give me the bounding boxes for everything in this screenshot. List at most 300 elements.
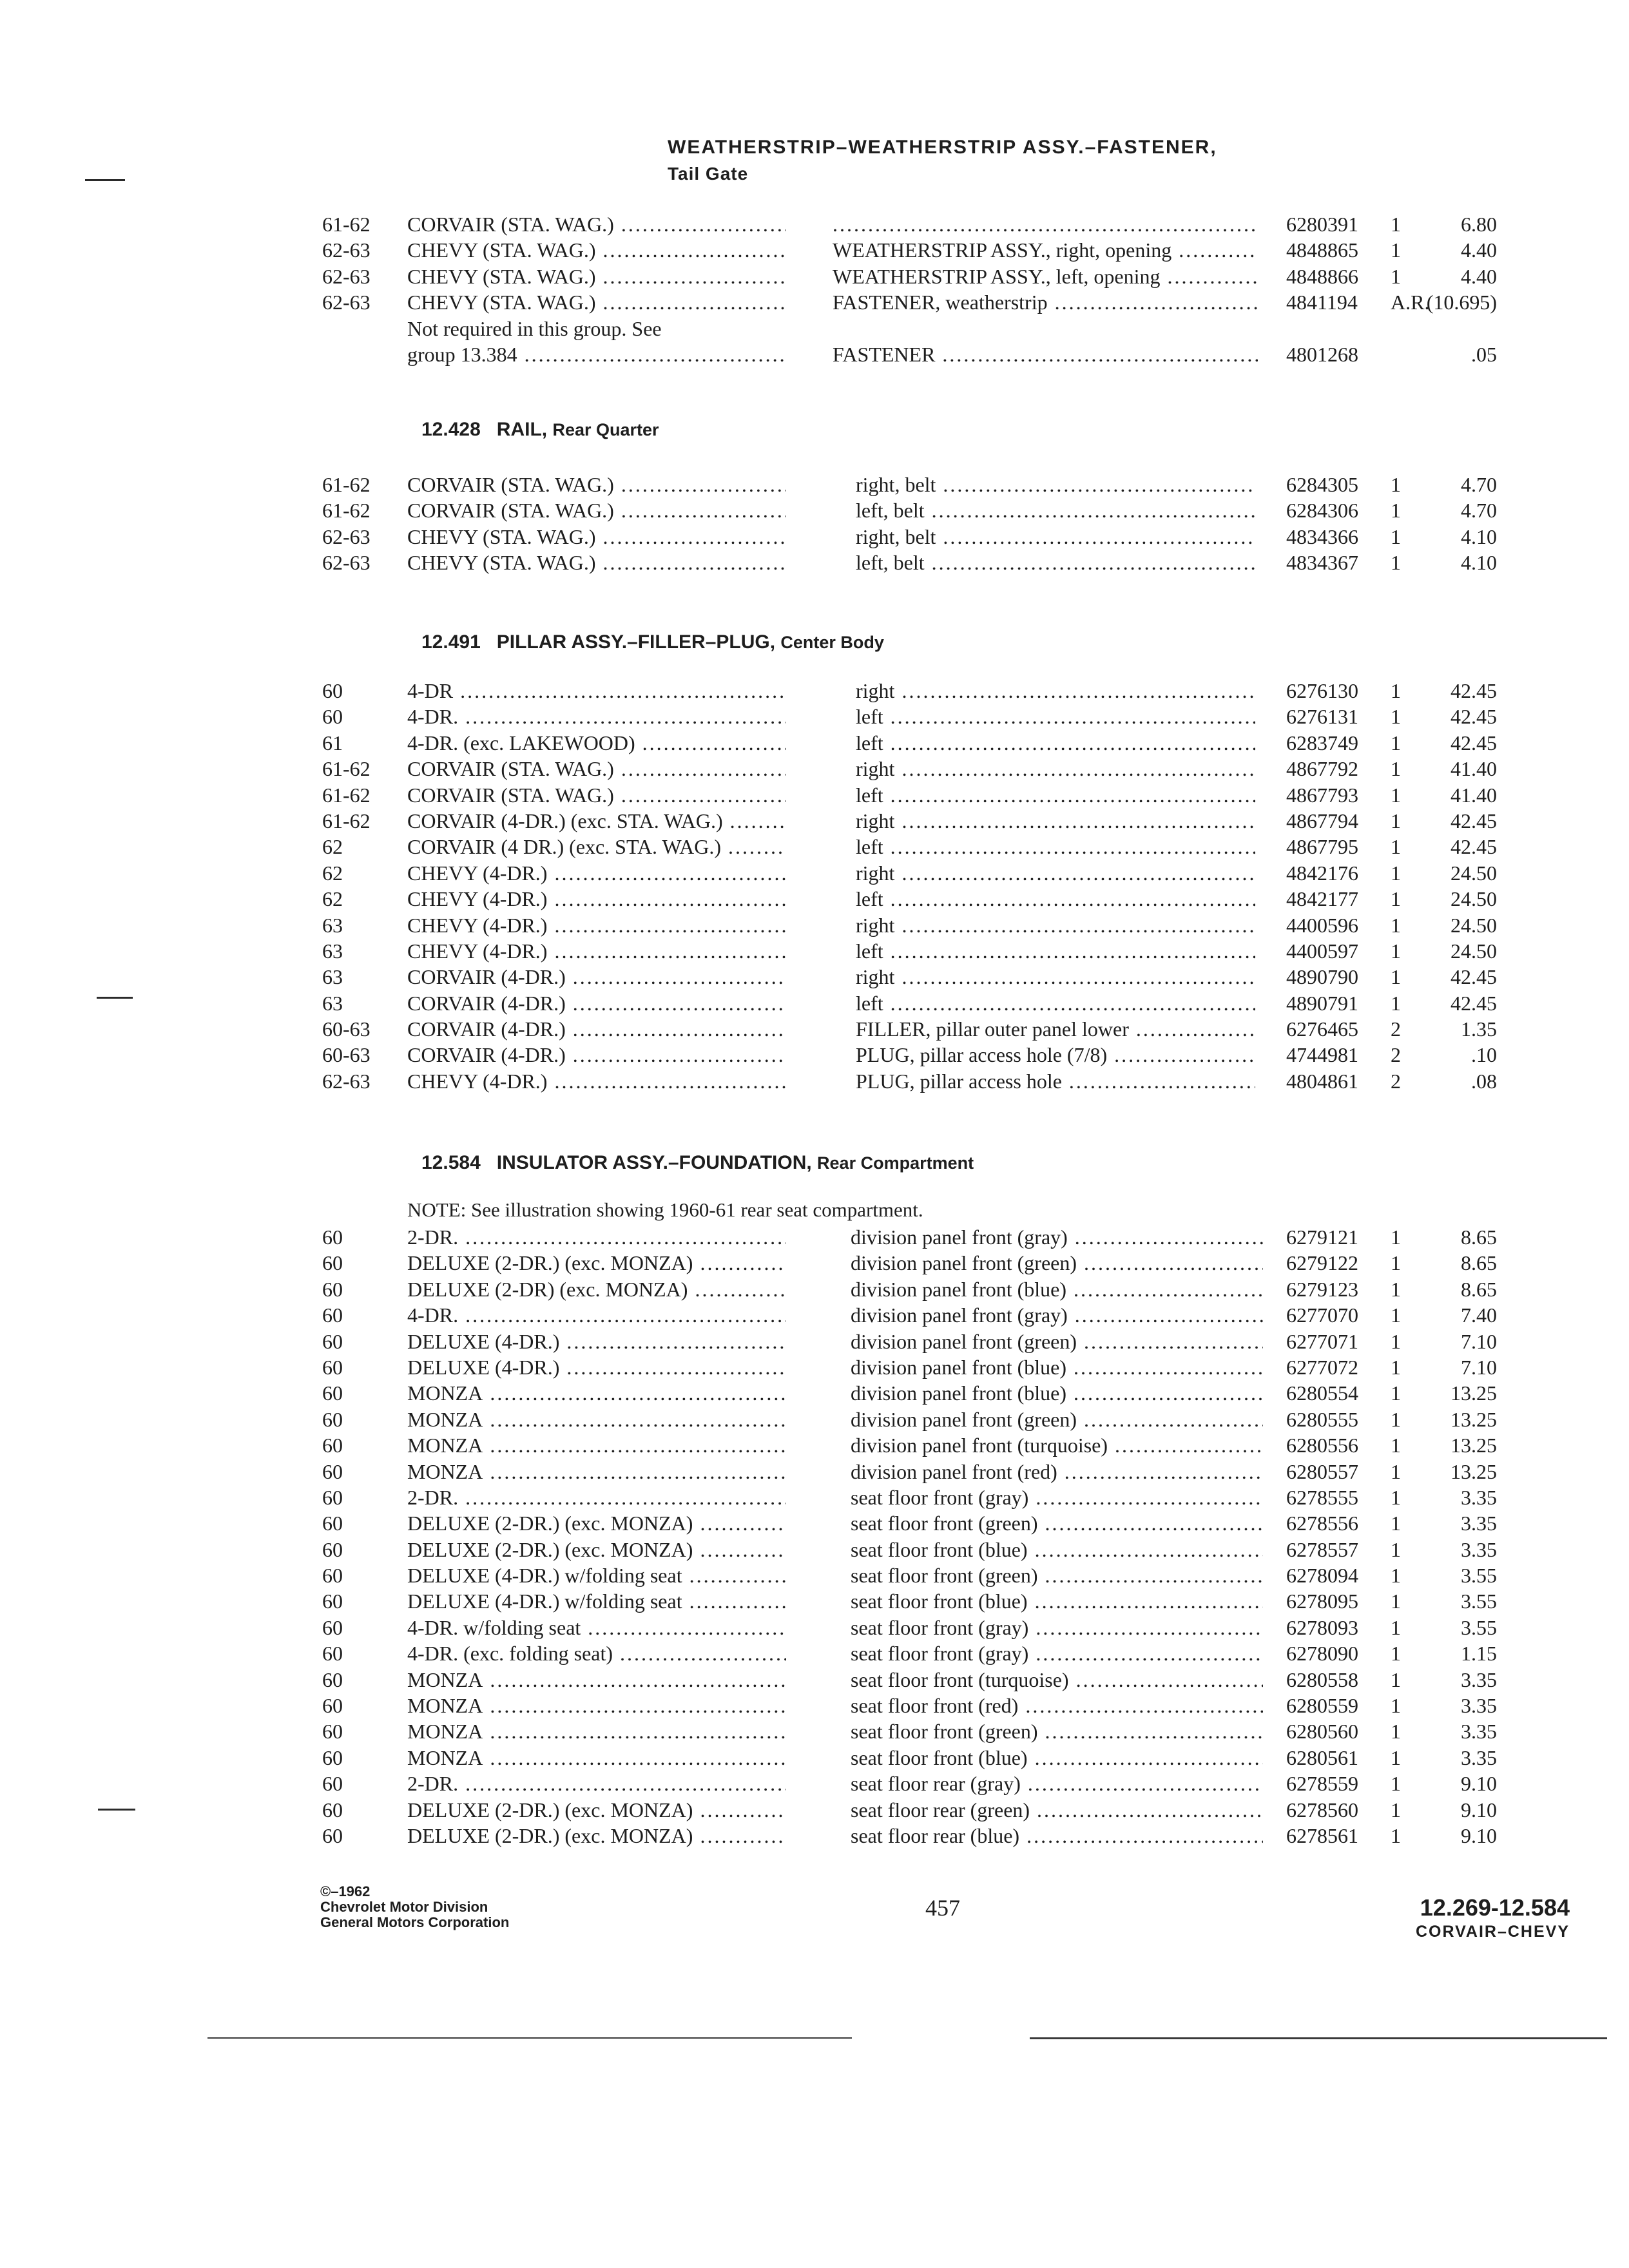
table-row xyxy=(0,1432,1629,1458)
part-number-cell: 6278557 xyxy=(1286,1537,1358,1561)
year-cell: 60 xyxy=(322,1512,343,1535)
quantity-cell: 2 xyxy=(1391,1017,1401,1041)
description-cell: left ..... xyxy=(856,782,1255,808)
model-cell: CHEVY (4-DR.) ..... xyxy=(407,1068,786,1094)
year-cell: 61-62 xyxy=(322,809,371,832)
year-cell: 60 xyxy=(322,1485,343,1509)
description-cell: left ..... xyxy=(856,704,1255,729)
table-row xyxy=(0,1250,1629,1276)
quantity-cell: 1 xyxy=(1391,1720,1401,1744)
quantity-cell: 1 xyxy=(1391,705,1401,729)
quantity-cell: 1 xyxy=(1391,887,1401,911)
quantity-cell: 1 xyxy=(1391,835,1401,859)
quantity-cell: 1 xyxy=(1391,1251,1401,1275)
model-cell: CHEVY (4-DR.) ..... xyxy=(407,860,786,886)
model-cell: DELUXE (2-DR.) (exc. MONZA) ..... xyxy=(407,1537,786,1562)
quantity-cell: 1 xyxy=(1391,238,1401,262)
price-cell: 42.45 xyxy=(1451,705,1497,729)
part-number-cell: 4834367 xyxy=(1286,551,1358,575)
quantity-cell: 1 xyxy=(1391,1615,1401,1639)
footer-publisher xyxy=(320,1884,509,1930)
year-cell: 60 xyxy=(322,1564,343,1588)
year-cell: 62-63 xyxy=(322,524,371,548)
price-cell: 42.45 xyxy=(1451,679,1497,702)
description-cell: FASTENER ..... xyxy=(833,341,1258,367)
description-cell: right ..... xyxy=(856,678,1255,704)
description-cell: division panel front (green) ..... xyxy=(851,1250,1263,1276)
table-row xyxy=(0,1510,1629,1536)
year-cell: 60 xyxy=(322,1667,343,1691)
description-cell: left ..... xyxy=(856,990,1255,1016)
price-cell: 4.40 xyxy=(1461,238,1497,262)
quantity-cell: 1 xyxy=(1391,1590,1401,1613)
table-row xyxy=(0,1797,1629,1823)
description-cell: division panel front (blue) ..... xyxy=(851,1354,1263,1380)
part-number-cell: 6276131 xyxy=(1286,705,1358,729)
price-cell: 3.35 xyxy=(1461,1745,1497,1769)
part-number-cell: 4400597 xyxy=(1286,939,1358,963)
description-cell: seat floor front (blue) ..... xyxy=(851,1537,1263,1562)
model-cell: CORVAIR (4-DR.) ..... xyxy=(407,1042,786,1068)
price-cell: 1.35 xyxy=(1461,1017,1497,1041)
description-cell: PLUG, pillar access hole (7/8) ..... xyxy=(856,1042,1255,1068)
year-cell: 60 xyxy=(322,705,343,729)
year-cell: 60 xyxy=(322,1798,343,1821)
model-cell: CORVAIR (4-DR.) ..... xyxy=(407,990,786,1016)
price-cell: 3.55 xyxy=(1461,1590,1497,1613)
quantity-cell: 1 xyxy=(1391,1772,1401,1796)
price-cell: 13.25 xyxy=(1451,1434,1497,1457)
price-cell: .08 xyxy=(1471,1069,1497,1093)
year-cell: 60 xyxy=(322,1277,343,1301)
quantity-cell: 1 xyxy=(1391,1225,1401,1249)
table-row xyxy=(0,834,1629,860)
year-cell: 60 xyxy=(322,679,343,702)
part-number-cell: 6280557 xyxy=(1286,1459,1358,1483)
model-cell: Not required in this group. See xyxy=(407,316,662,340)
model-cell: MONZA ..... xyxy=(407,1459,786,1485)
year-cell: 60 xyxy=(322,1694,343,1718)
year-cell: 60 xyxy=(322,1251,343,1275)
model-cell: MONZA ..... xyxy=(407,1745,786,1771)
quantity-cell: 1 xyxy=(1391,1329,1401,1353)
section-subtitle: Center Body xyxy=(780,633,884,652)
price-cell: 3.35 xyxy=(1461,1720,1497,1744)
description-cell: right ..... xyxy=(856,860,1255,886)
model-cell: CHEVY (4-DR.) ..... xyxy=(407,938,786,964)
model-cell: CHEVY (STA. WAG.) ..... xyxy=(407,289,786,315)
section-title-pillar xyxy=(421,631,884,653)
table-row xyxy=(0,1380,1629,1406)
quantity-cell: 1 xyxy=(1391,551,1401,575)
table-row xyxy=(0,886,1629,912)
model-cell: CHEVY (4-DR.) ..... xyxy=(407,886,786,912)
part-number-cell: 6280556 xyxy=(1286,1434,1358,1457)
quantity-cell: 1 xyxy=(1391,861,1401,885)
year-cell: 60 xyxy=(322,1642,343,1666)
quantity-cell: 1 xyxy=(1391,1667,1401,1691)
part-number-cell: 6277072 xyxy=(1286,1355,1358,1379)
section-name: INSULATOR ASSY.–FOUNDATION, xyxy=(496,1152,812,1173)
table-row xyxy=(0,782,1629,808)
description-cell: seat floor front (turquoise) ..... xyxy=(851,1667,1263,1693)
model-cell: DELUXE (2-DR.) (exc. MONZA) ..... xyxy=(407,1250,786,1276)
model-cell: DELUXE (4-DR.) ..... xyxy=(407,1329,786,1354)
quantity-cell: 1 xyxy=(1391,939,1401,963)
model-cell: MONZA ..... xyxy=(407,1693,786,1718)
parts-table-insulator xyxy=(0,1224,1629,1849)
year-cell: 60 xyxy=(322,1720,343,1744)
bottom-rule xyxy=(1030,2037,1607,2039)
description-cell: WEATHERSTRIP ASSY., left, opening ..... xyxy=(833,264,1258,289)
page-subheading: Tail Gate xyxy=(668,164,749,184)
price-cell: 24.50 xyxy=(1451,861,1497,885)
part-number-cell: 6278561 xyxy=(1286,1823,1358,1847)
year-cell: 60-63 xyxy=(322,1017,371,1041)
table-row xyxy=(0,1562,1629,1588)
part-number-cell: 4890790 xyxy=(1286,965,1358,989)
description-cell: seat floor front (blue) ..... xyxy=(851,1588,1263,1614)
description-cell: seat floor front (gray) ..... xyxy=(851,1615,1263,1640)
part-number-cell: 4848865 xyxy=(1286,238,1358,262)
quantity-cell: A.R. xyxy=(1391,291,1430,314)
model-cell: MONZA ..... xyxy=(407,1380,786,1406)
quantity-cell: 1 xyxy=(1391,1745,1401,1769)
year-cell: 60 xyxy=(322,1303,343,1327)
quantity-cell: 1 xyxy=(1391,1564,1401,1588)
year-cell: 60-63 xyxy=(322,1043,371,1067)
part-number-cell: 6280391 xyxy=(1286,213,1358,236)
description-cell: left, belt ..... xyxy=(856,497,1255,523)
part-number-cell: 6280561 xyxy=(1286,1745,1358,1769)
part-number-cell: 6279123 xyxy=(1286,1277,1358,1301)
table-row xyxy=(0,1224,1629,1250)
quantity-cell: 1 xyxy=(1391,913,1401,937)
section-subtitle: Rear Quarter xyxy=(552,420,659,439)
year-cell: 63 xyxy=(322,913,343,937)
model-cell: DELUXE (2-DR.) (exc. MONZA) ..... xyxy=(407,1823,786,1849)
table-row xyxy=(0,1693,1629,1718)
table-row xyxy=(0,316,1629,341)
table-row xyxy=(0,1276,1629,1302)
quantity-cell: 1 xyxy=(1391,1303,1401,1327)
section-note: NOTE: See illustration showing 1960-61 rear seat compartment. xyxy=(407,1198,923,1221)
quantity-cell: 1 xyxy=(1391,213,1401,236)
table-row xyxy=(0,1588,1629,1614)
description-cell: division panel front (blue) ..... xyxy=(851,1380,1263,1406)
part-number-cell: 4867794 xyxy=(1286,809,1358,832)
table-row xyxy=(0,1537,1629,1562)
year-cell: 62-63 xyxy=(322,238,371,262)
part-number-cell: 6280559 xyxy=(1286,1694,1358,1718)
year-cell: 63 xyxy=(322,991,343,1015)
description-cell: seat floor front (red) ..... xyxy=(851,1693,1263,1718)
description-cell: seat floor rear (gray) ..... xyxy=(851,1771,1263,1796)
model-cell: 4-DR. ..... xyxy=(407,704,786,729)
price-cell: 3.55 xyxy=(1461,1564,1497,1588)
price-cell: 24.50 xyxy=(1451,939,1497,963)
model-cell: CHEVY (STA. WAG.) ..... xyxy=(407,237,786,263)
part-number-cell: 4842176 xyxy=(1286,861,1358,885)
price-cell: 41.40 xyxy=(1451,757,1497,781)
quantity-cell: 1 xyxy=(1391,264,1401,288)
year-cell: 63 xyxy=(322,965,343,989)
year-cell: 60 xyxy=(322,1615,343,1639)
description-cell: seat floor front (green) ..... xyxy=(851,1562,1263,1588)
description-cell: FILLER, pillar outer panel lower ..... xyxy=(856,1016,1255,1042)
description-cell: division panel front (green) ..... xyxy=(851,1407,1263,1432)
price-cell: 3.35 xyxy=(1461,1512,1497,1535)
model-cell: CORVAIR (STA. WAG.) ..... xyxy=(407,497,786,523)
quantity-cell: 1 xyxy=(1391,1485,1401,1509)
model-cell: MONZA ..... xyxy=(407,1407,786,1432)
quantity-cell: 1 xyxy=(1391,1459,1401,1483)
quantity-cell: 2 xyxy=(1391,1043,1401,1067)
part-number-cell: 6278560 xyxy=(1286,1798,1358,1821)
year-cell: 62-63 xyxy=(322,291,371,314)
price-cell: 7.40 xyxy=(1461,1303,1497,1327)
quantity-cell: 1 xyxy=(1391,1537,1401,1561)
year-cell: 62 xyxy=(322,835,343,859)
year-cell: 60 xyxy=(322,1381,343,1405)
year-cell: 62-63 xyxy=(322,264,371,288)
table-row xyxy=(0,1459,1629,1485)
description-cell: right, belt ..... xyxy=(856,472,1255,497)
table-row xyxy=(0,341,1629,367)
model-cell: DELUXE (4-DR.) w/folding seat ..... xyxy=(407,1562,786,1588)
section-number: 12.491 xyxy=(421,631,481,653)
corporation-line: General Motors Corporation xyxy=(320,1914,510,1930)
year-cell: 60 xyxy=(322,1537,343,1561)
part-number-cell: 6278093 xyxy=(1286,1615,1358,1639)
section-title-rail xyxy=(421,419,659,441)
year-cell: 61-62 xyxy=(322,757,371,781)
quantity-cell: 1 xyxy=(1391,1642,1401,1666)
year-cell: 61 xyxy=(322,731,343,754)
description-cell: division panel front (gray) ..... xyxy=(851,1302,1263,1328)
price-cell: 9.10 xyxy=(1461,1772,1497,1796)
quantity-cell: 1 xyxy=(1391,679,1401,702)
part-number-cell: 6284306 xyxy=(1286,499,1358,523)
year-cell: 61-62 xyxy=(322,783,371,807)
part-number-cell: 6280560 xyxy=(1286,1720,1358,1744)
description-cell: division panel front (blue) ..... xyxy=(851,1276,1263,1302)
part-number-cell: 4744981 xyxy=(1286,1043,1358,1067)
price-cell: 7.10 xyxy=(1461,1355,1497,1379)
description-cell: division panel front (gray) ..... xyxy=(851,1224,1263,1250)
table-row xyxy=(0,1485,1629,1510)
year-cell: 60 xyxy=(322,1823,343,1847)
model-cell: 4-DR. ..... xyxy=(407,1302,786,1328)
part-number-cell: 6283749 xyxy=(1286,731,1358,754)
table-row xyxy=(0,1354,1629,1380)
description-cell: right, belt ..... xyxy=(856,524,1255,550)
part-number-cell: 4867792 xyxy=(1286,757,1358,781)
part-number-cell: 6278095 xyxy=(1286,1590,1358,1613)
quantity-cell: 1 xyxy=(1391,1823,1401,1847)
description-cell: seat floor front (green) ..... xyxy=(851,1718,1263,1744)
table-row xyxy=(0,1407,1629,1432)
price-cell: 3.35 xyxy=(1461,1537,1497,1561)
model-cell: MONZA ..... xyxy=(407,1667,786,1693)
model-cell: DELUXE (2-DR.) (exc. MONZA) ..... xyxy=(407,1510,786,1536)
table-row xyxy=(0,472,1629,497)
table-row xyxy=(0,1718,1629,1744)
table-row xyxy=(0,524,1629,550)
table-row xyxy=(0,704,1629,729)
table-row xyxy=(0,1016,1629,1042)
description-cell: seat floor front (green) ..... xyxy=(851,1510,1263,1536)
model-cell: CORVAIR (4-DR.) ..... xyxy=(407,1016,786,1042)
part-number-cell: 4804861 xyxy=(1286,1069,1358,1093)
price-cell: 4.40 xyxy=(1461,264,1497,288)
year-cell: 60 xyxy=(322,1590,343,1613)
model-cell: 4-DR ..... xyxy=(407,678,786,704)
table-row xyxy=(0,938,1629,964)
table-row xyxy=(0,1823,1629,1849)
price-cell: (10.695) xyxy=(1426,291,1497,314)
year-cell: 62 xyxy=(322,887,343,911)
year-cell: 60 xyxy=(322,1434,343,1457)
bottom-rule xyxy=(207,2037,852,2039)
description-cell: right ..... xyxy=(856,964,1255,990)
table-row xyxy=(0,211,1629,237)
year-cell: 60 xyxy=(322,1355,343,1379)
table-row xyxy=(0,289,1629,315)
model-cell: CHEVY (4-DR.) ..... xyxy=(407,912,786,938)
part-number-cell: 4801268 xyxy=(1286,342,1358,366)
part-number-cell: 6278559 xyxy=(1286,1772,1358,1796)
part-number-cell: 6280554 xyxy=(1286,1381,1358,1405)
division-line: Chevrolet Motor Division xyxy=(320,1899,488,1915)
price-cell: 42.45 xyxy=(1451,835,1497,859)
quantity-cell: 1 xyxy=(1391,1407,1401,1431)
year-cell: 60 xyxy=(322,1407,343,1431)
description-cell: left ..... xyxy=(856,834,1255,860)
description-cell: WEATHERSTRIP ASSY., right, opening ..... xyxy=(833,237,1258,263)
model-cell: CHEVY (STA. WAG.) ..... xyxy=(407,524,786,550)
description-cell: seat floor front (blue) ..... xyxy=(851,1745,1263,1771)
model-cell: CORVAIR (STA. WAG.) ..... xyxy=(407,211,786,237)
table-row xyxy=(0,730,1629,756)
parts-table-pillar xyxy=(0,678,1629,1094)
price-cell: .05 xyxy=(1471,342,1497,366)
model-cell: group 13.384 ..... xyxy=(407,341,786,367)
price-cell: 1.15 xyxy=(1461,1642,1497,1666)
price-cell: 8.65 xyxy=(1461,1225,1497,1249)
quantity-cell: 1 xyxy=(1391,731,1401,754)
price-cell: 4.70 xyxy=(1461,499,1497,523)
table-row xyxy=(0,237,1629,263)
price-cell: 3.35 xyxy=(1461,1694,1497,1718)
table-row xyxy=(0,964,1629,990)
quantity-cell: 1 xyxy=(1391,809,1401,832)
price-cell: 13.25 xyxy=(1451,1381,1497,1405)
price-cell: 42.45 xyxy=(1451,809,1497,832)
description-cell: left, belt ..... xyxy=(856,550,1255,575)
parts-table-weatherstrip xyxy=(0,211,1629,367)
page-number: 457 xyxy=(925,1895,960,1921)
part-number-cell: 6278555 xyxy=(1286,1485,1358,1509)
quantity-cell: 1 xyxy=(1391,783,1401,807)
year-cell: 60 xyxy=(322,1225,343,1249)
price-cell: 4.70 xyxy=(1461,473,1497,496)
model-cell: CORVAIR (4 DR.) (exc. STA. WAG.) ..... xyxy=(407,834,786,860)
quantity-cell: 1 xyxy=(1391,1694,1401,1718)
year-cell: 62-63 xyxy=(322,551,371,575)
price-cell: 13.25 xyxy=(1451,1459,1497,1483)
part-number-cell: 4867795 xyxy=(1286,835,1358,859)
model-cell: DELUXE (4-DR.) ..... xyxy=(407,1354,786,1380)
table-row xyxy=(0,1667,1629,1693)
table-row xyxy=(0,1302,1629,1328)
quantity-cell: 1 xyxy=(1391,473,1401,496)
description-cell: seat floor rear (green) ..... xyxy=(851,1797,1263,1823)
quantity-cell: 1 xyxy=(1391,1355,1401,1379)
part-number-cell: 6279121 xyxy=(1286,1225,1358,1249)
part-number-cell: 4841194 xyxy=(1286,291,1358,314)
copyright-line: ©–1962 xyxy=(320,1883,371,1899)
price-cell: 3.35 xyxy=(1461,1667,1497,1691)
price-cell: 42.45 xyxy=(1451,965,1497,989)
year-cell: 61-62 xyxy=(322,473,371,496)
quantity-cell: 2 xyxy=(1391,1069,1401,1093)
model-cell: CORVAIR (STA. WAG.) ..... xyxy=(407,756,786,782)
quantity-cell: 1 xyxy=(1391,965,1401,989)
table-row xyxy=(0,678,1629,704)
price-cell: 7.10 xyxy=(1461,1329,1497,1353)
part-number-cell: 6276130 xyxy=(1286,679,1358,702)
table-row xyxy=(0,1068,1629,1094)
price-cell: 3.55 xyxy=(1461,1615,1497,1639)
section-title-insulator xyxy=(421,1152,974,1174)
model-cell: CORVAIR (4-DR.) ..... xyxy=(407,964,786,990)
part-number-cell: 6277070 xyxy=(1286,1303,1358,1327)
description-cell: division panel front (green) ..... xyxy=(851,1329,1263,1354)
description-cell: seat floor rear (blue) ..... xyxy=(851,1823,1263,1849)
part-number-cell: 4834366 xyxy=(1286,524,1358,548)
part-number-cell: 6278090 xyxy=(1286,1642,1358,1666)
section-number: 12.428 xyxy=(421,419,481,440)
page-heading: WEATHERSTRIP–WEATHERSTRIP ASSY.–FASTENER, xyxy=(668,137,1217,158)
description-cell: right ..... xyxy=(856,808,1255,834)
model-line: CORVAIR–CHEVY xyxy=(1415,1923,1570,1941)
model-cell: 4-DR. (exc. folding seat) ..... xyxy=(407,1640,786,1666)
table-row xyxy=(0,1745,1629,1771)
year-cell: 62-63 xyxy=(322,1069,371,1093)
part-number-cell: 6278556 xyxy=(1286,1512,1358,1535)
part-number-cell: 4400596 xyxy=(1286,913,1358,937)
price-cell: 41.40 xyxy=(1451,783,1497,807)
description-cell: right ..... xyxy=(856,912,1255,938)
table-row xyxy=(0,1329,1629,1354)
price-cell: 42.45 xyxy=(1451,731,1497,754)
price-cell: 24.50 xyxy=(1451,887,1497,911)
description-cell: PLUG, pillar access hole ..... xyxy=(856,1068,1255,1094)
description-cell: left ..... xyxy=(856,886,1255,912)
description-cell: seat floor front (gray) ..... xyxy=(851,1640,1263,1666)
section-name: PILLAR ASSY.–FILLER–PLUG, xyxy=(496,631,776,653)
model-cell: 4-DR. (exc. LAKEWOOD) ..... xyxy=(407,730,786,756)
table-row xyxy=(0,550,1629,575)
parts-table-rail xyxy=(0,472,1629,576)
table-row xyxy=(0,1771,1629,1796)
part-number-cell: 6276465 xyxy=(1286,1017,1358,1041)
part-number-cell: 6277071 xyxy=(1286,1329,1358,1353)
part-number-cell: 6284305 xyxy=(1286,473,1358,496)
model-cell: CHEVY (STA. WAG.) ..... xyxy=(407,264,786,289)
part-number-cell: 6280555 xyxy=(1286,1407,1358,1431)
